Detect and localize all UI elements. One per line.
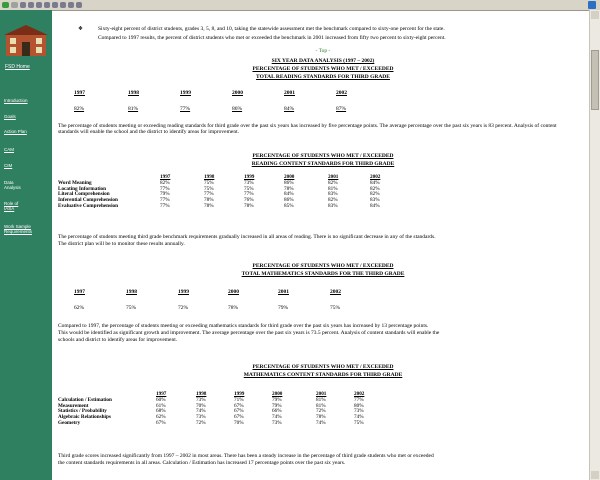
table-cell: 86% bbox=[284, 179, 294, 186]
sidebar-item-data-analysis[interactable]: Data Analysis bbox=[4, 180, 21, 190]
table-cell: 73% bbox=[244, 179, 254, 186]
table-cell: 67% bbox=[234, 414, 244, 421]
row-label: Geometry bbox=[58, 419, 81, 426]
table-cell: 77% bbox=[160, 202, 170, 209]
math-year-1998: 1998 bbox=[126, 289, 137, 295]
reading-year-2000: 2000 bbox=[232, 90, 243, 96]
table-cell: 74% bbox=[196, 408, 206, 415]
bullet-text-1: Sixty-eight percent of district students, grades 3, 5, 8, and 10, taking the statewide assessment met the benchmark compared to sixty-one percent for the state. bbox=[98, 26, 445, 32]
math-content-table bbox=[58, 392, 394, 427]
table-cell: 81% bbox=[328, 185, 338, 192]
sidebar-item-cim[interactable]: CIM bbox=[4, 163, 13, 168]
row-label: Calculation / Estimation bbox=[58, 396, 112, 403]
reading-value-1998: 81% bbox=[128, 106, 139, 112]
table-cell: 73% bbox=[354, 408, 364, 415]
history-icon[interactable] bbox=[60, 2, 66, 8]
table-cell: 72% bbox=[316, 408, 326, 415]
reading-value-1999: 77% bbox=[180, 106, 191, 112]
row-label: Literal Comprehension bbox=[58, 191, 110, 198]
math-content-paragraph-2: the content standards requirements in all areas. Calculation / Estimation has increased 17 percentage points over the past six years. bbox=[58, 460, 346, 466]
table-cell: 82% bbox=[328, 179, 338, 186]
table-cell: 73% bbox=[272, 419, 282, 426]
reading-year-1997: 1997 bbox=[74, 90, 85, 96]
table-cell: 61% bbox=[156, 402, 166, 409]
math-value-1997: 62% bbox=[74, 305, 85, 311]
table-cell: 77% bbox=[160, 185, 170, 192]
reading-content-heading-2: READING CONTENT STANDARDS FOR THIRD GRADE bbox=[251, 161, 395, 167]
forward-icon[interactable] bbox=[11, 2, 18, 8]
table-cell: 73% bbox=[196, 414, 206, 421]
table-cell: 82% bbox=[370, 185, 380, 192]
math-content-paragraph-1: Third grade scores increased significantly from 1997 – 2002 in most areas. There has been a steady increase in the percentage of third grade students who met or exceeded bbox=[58, 453, 434, 459]
row-label: Inferential Comprehension bbox=[58, 197, 118, 204]
row-label: Algebraic Relationships bbox=[58, 414, 111, 421]
table-cell: 72% bbox=[196, 419, 206, 426]
sidebar-item-goals[interactable]: Goals bbox=[4, 114, 16, 119]
math-year-2000: 2000 bbox=[228, 289, 239, 295]
table-header-cell: 1999 bbox=[244, 174, 255, 180]
table-cell: 67% bbox=[234, 402, 244, 409]
table-header-cell: 2001 bbox=[316, 391, 327, 397]
reading-year-1998: 1998 bbox=[128, 90, 139, 96]
home-icon[interactable] bbox=[36, 2, 42, 8]
sidebar-item-action-plan[interactable]: Action Plan bbox=[4, 129, 27, 134]
table-header-cell: 2002 bbox=[354, 391, 365, 397]
reading-total-heading-2: PERCENTAGE OF STUDENTS WHO MET / EXCEEDED bbox=[252, 66, 394, 72]
math-total-heading-1: PERCENTAGE OF STUDENTS WHO MET / EXCEEDED bbox=[252, 263, 394, 269]
table-cell: 83% bbox=[328, 191, 338, 198]
math-year-2001: 2001 bbox=[278, 289, 289, 295]
math-value-2000: 78% bbox=[228, 305, 239, 311]
sidebar-item-cam[interactable]: CAM bbox=[4, 147, 14, 152]
table-cell: 70% bbox=[234, 419, 244, 426]
table-cell: 84% bbox=[370, 202, 380, 209]
table-cell: 83% bbox=[370, 197, 380, 204]
reading-value-2002: 87% bbox=[336, 106, 347, 112]
stop-icon[interactable] bbox=[20, 2, 26, 8]
table-cell: 73% bbox=[196, 396, 206, 403]
mail-icon[interactable] bbox=[68, 2, 74, 8]
reading-year-1999: 1999 bbox=[180, 90, 191, 96]
math-value-2002: 75% bbox=[330, 305, 341, 311]
reading-total-heading-3: TOTAL READING STANDARDS FOR THIRD GRADE bbox=[256, 74, 390, 80]
math-year-1999: 1999 bbox=[178, 289, 189, 295]
table-header-cell: 1998 bbox=[196, 391, 207, 397]
back-icon[interactable] bbox=[2, 2, 9, 8]
reading-content-paragraph-1: The percentage of students meeting third grade benchmark requirements gradually increased in all areas of reading. There is no significant decrease in any of the standards. bbox=[58, 234, 436, 240]
table-cell: 77% bbox=[160, 197, 170, 204]
sidebar bbox=[0, 10, 52, 480]
table-cell: 84% bbox=[284, 191, 294, 198]
main-content bbox=[58, 10, 588, 480]
math-content-heading-2: MATHEMATICS CONTENT STANDARDS FOR THIRD GRADE bbox=[243, 372, 403, 378]
table-cell: 81% bbox=[316, 396, 326, 403]
math-value-1998: 75% bbox=[126, 305, 137, 311]
math-content-heading-1: PERCENTAGE OF STUDENTS WHO MET / EXCEEDED bbox=[252, 364, 394, 370]
reading-total-heading-1: SIX YEAR DATA ANALYSIS (1997 – 2002) bbox=[271, 58, 375, 64]
table-cell: 79% bbox=[160, 191, 170, 198]
table-header-cell: 2000 bbox=[272, 391, 283, 397]
table-cell: 78% bbox=[244, 202, 254, 209]
table-cell: 75% bbox=[244, 185, 254, 192]
fsd-home-link[interactable]: FSD Home bbox=[5, 64, 30, 70]
table-cell: 77% bbox=[204, 191, 214, 198]
table-cell: 71% bbox=[234, 396, 244, 403]
table-cell: 74% bbox=[354, 414, 364, 421]
row-label: Word Meaning bbox=[58, 179, 92, 186]
table-cell: 82% bbox=[160, 179, 170, 186]
table-cell: 84% bbox=[370, 179, 380, 186]
table-cell: 67% bbox=[234, 408, 244, 415]
table-cell: 79% bbox=[272, 396, 282, 403]
scroll-down-icon[interactable] bbox=[591, 471, 599, 479]
reading-year-2002: 2002 bbox=[336, 90, 347, 96]
print-icon[interactable] bbox=[76, 2, 82, 8]
table-header-cell: 1997 bbox=[156, 391, 167, 397]
reading-content-table bbox=[58, 175, 410, 210]
row-label: Measurement bbox=[58, 402, 89, 409]
math-value-1999: 72% bbox=[178, 305, 189, 311]
bullet-icon: ❖ bbox=[78, 26, 83, 32]
sidebar-item-introduction[interactable]: Introduction bbox=[4, 98, 28, 103]
row-label: Locating Information bbox=[58, 185, 106, 192]
reading-content-paragraph-2: The district plan will be to monitor these results annually. bbox=[58, 241, 185, 247]
vertical-scrollbar[interactable] bbox=[589, 10, 600, 480]
scroll-thumb[interactable] bbox=[591, 50, 599, 110]
table-cell: 85% bbox=[284, 202, 294, 209]
table-cell: 75% bbox=[204, 185, 214, 192]
table-cell: 74% bbox=[316, 419, 326, 426]
table-cell: 78% bbox=[316, 414, 326, 421]
top-link[interactable]: - Top - bbox=[315, 48, 331, 54]
table-cell: 79% bbox=[272, 402, 282, 409]
math-year-1997: 1997 bbox=[74, 289, 85, 295]
windows-logo-icon bbox=[588, 1, 596, 9]
reading-year-2001: 2001 bbox=[284, 90, 295, 96]
refresh-icon[interactable] bbox=[28, 2, 34, 8]
table-cell: 62% bbox=[156, 414, 166, 421]
table-cell: 80% bbox=[354, 402, 364, 409]
favorites-icon[interactable] bbox=[52, 2, 58, 8]
table-cell: 77% bbox=[354, 396, 364, 403]
table-header-cell: 2001 bbox=[328, 174, 339, 180]
school-building-icon bbox=[4, 24, 48, 58]
math-total-paragraph-1: Compared to 1997, the percentage of students meeting or exceeding mathematics standards for third grade over the past six years has increased by 13 percentage points. bbox=[58, 323, 429, 329]
sidebar-item-role-of-iasa[interactable]: Role of IASA bbox=[4, 201, 19, 211]
table-cell: 75% bbox=[354, 419, 364, 426]
reading-value-2001: 84% bbox=[284, 106, 295, 112]
table-cell: 83% bbox=[328, 202, 338, 209]
table-cell: 74% bbox=[272, 414, 282, 421]
table-header-cell: 2002 bbox=[370, 174, 381, 180]
bullet-text-2: Compared to 1997 results, the percent of district students who met or exceeded the benchmark in 2001 increased from fifty two percent to sixty-eight percent. bbox=[98, 35, 446, 41]
table-cell: 76% bbox=[244, 197, 254, 204]
table-header-cell: 2000 bbox=[284, 174, 295, 180]
reading-content-heading-1: PERCENTAGE OF STUDENTS WHO MET / EXCEEDED bbox=[252, 153, 394, 159]
table-cell: 82% bbox=[328, 197, 338, 204]
table-cell: 60% bbox=[156, 396, 166, 403]
reading-total-paragraph: The percentage of students meeting or exceeding reading standards for third grade over the past six years has increased by five percentage points. The average percentage over the past six years is 83 percent. Analysis of content standards will enable the school and the district to identify areas for improvement. bbox=[58, 123, 557, 136]
reading-value-1997: 82% bbox=[74, 106, 85, 112]
table-cell: 67% bbox=[156, 419, 166, 426]
table-cell: 77% bbox=[244, 191, 254, 198]
table-header-cell: 1998 bbox=[204, 174, 215, 180]
table-row bbox=[58, 204, 410, 210]
search-icon[interactable] bbox=[44, 2, 50, 8]
math-total-paragraph-2: This would be identified as significant growth and improvement. The average percentage over the past six years is 73.5 percent. Analysis of content standards will enable the bbox=[58, 330, 440, 336]
table-cell: 82% bbox=[370, 191, 380, 198]
table-cell: 81% bbox=[316, 402, 326, 409]
table-cell: 78% bbox=[284, 185, 294, 192]
scroll-up-icon[interactable] bbox=[591, 11, 599, 19]
math-year-2002: 2002 bbox=[330, 289, 341, 295]
table-header-cell: 1999 bbox=[234, 391, 245, 397]
math-total-heading-2: TOTAL MATHEMATICS STANDARDS FOR THE THIRD GRADE bbox=[241, 271, 405, 277]
table-row bbox=[58, 421, 394, 427]
table-cell: 86% bbox=[284, 197, 294, 204]
math-total-paragraph-3: schools and district to identify areas for improvement. bbox=[58, 337, 178, 343]
table-cell: 68% bbox=[156, 408, 166, 415]
row-label: Evaluative Comprehension bbox=[58, 202, 118, 209]
table-header-cell: 1997 bbox=[160, 174, 171, 180]
table-cell: 70% bbox=[196, 402, 206, 409]
reading-value-2000: 86% bbox=[232, 106, 243, 112]
table-cell: 75% bbox=[204, 179, 214, 186]
table-cell: 66% bbox=[272, 408, 282, 415]
sidebar-item-work-sample-requirements[interactable]: Work Sample Requirements bbox=[4, 224, 33, 234]
math-value-2001: 79% bbox=[278, 305, 289, 311]
row-label: Statistics / Probability bbox=[58, 408, 107, 415]
table-cell: 78% bbox=[204, 197, 214, 204]
table-cell: 78% bbox=[204, 202, 214, 209]
